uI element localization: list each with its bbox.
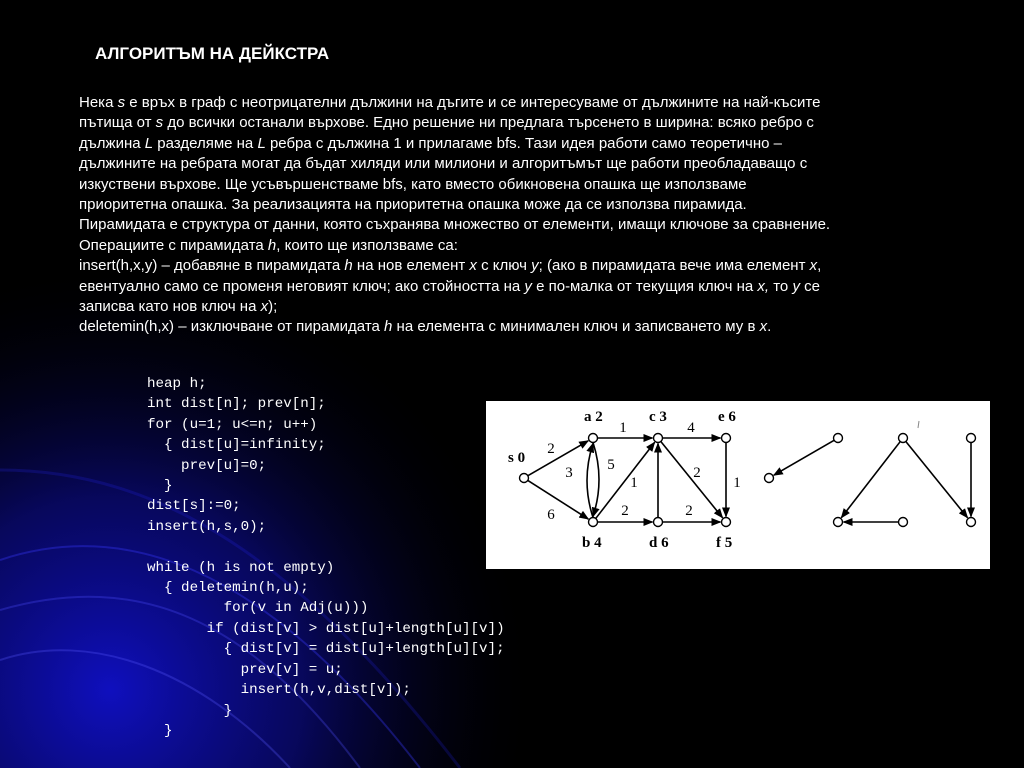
paragraph-line bbox=[79, 317, 949, 337]
code-line: insert(h,s,0); bbox=[147, 518, 267, 535]
tree-node bbox=[967, 518, 976, 527]
text-segment: с ключ bbox=[476, 257, 532, 275]
node-label: a 2 bbox=[584, 409, 603, 425]
graph-node bbox=[520, 474, 529, 483]
graph-node bbox=[654, 434, 663, 443]
graph-node bbox=[589, 434, 598, 443]
code-line: { deletemin(h,u); bbox=[147, 580, 309, 597]
italic-variable: h bbox=[267, 236, 277, 254]
text-segment: deletemin(h,x) – изключване от пирамидата bbox=[79, 318, 385, 336]
italic-variable: s bbox=[155, 114, 164, 132]
graph-edge bbox=[587, 444, 593, 518]
paragraph-line bbox=[79, 277, 949, 297]
text-segment: , които ще използваме са: bbox=[276, 236, 458, 254]
edge-weight-label: 2 bbox=[693, 465, 701, 481]
code-line: if (dist[v] > dist[u]+length[u][v]) bbox=[147, 620, 505, 637]
node-label: s 0 bbox=[508, 450, 526, 466]
tree-edge bbox=[774, 440, 834, 475]
italic-variable: x bbox=[809, 257, 818, 275]
edge-weight-label: 4 bbox=[687, 420, 695, 436]
text-segment: ; (ако в пирамидата вече има елемент bbox=[538, 257, 810, 275]
slide-title: АЛГОРИТЪМ НА ДЕЙКСТРА bbox=[95, 44, 330, 63]
tree-edge bbox=[841, 442, 900, 518]
code-line: prev[u]=0; bbox=[147, 457, 267, 474]
text-segment: пътища от bbox=[79, 114, 156, 132]
node-label: f 5 bbox=[716, 535, 733, 551]
edge-weight-label: 2 bbox=[621, 503, 629, 519]
code-line: { dist[u]=infinity; bbox=[147, 437, 326, 454]
tree-node bbox=[967, 434, 976, 443]
text-segment: на нов елемент bbox=[352, 257, 470, 275]
code-line bbox=[147, 537, 505, 557]
tree-node bbox=[899, 434, 908, 443]
edge-weight-label: 1 bbox=[733, 475, 741, 491]
text-segment: разделяме на bbox=[153, 134, 258, 152]
graph-node bbox=[654, 518, 663, 527]
text-segment: Операциите с пирамидата bbox=[79, 236, 268, 254]
text-segment: е връх в граф с неотрицателни дължини на дъгите и се интересуваме от дължините на най-късите bbox=[125, 94, 821, 111]
text-segment: , bbox=[817, 257, 822, 275]
graph-diagram bbox=[486, 401, 990, 569]
edge-weight-label: 5 bbox=[607, 457, 615, 473]
edge-weight-label: 3 bbox=[565, 465, 573, 481]
text-segment: insert(h,x,y) – добавяне в пирамидата bbox=[79, 257, 345, 275]
italic-variable: x bbox=[469, 257, 477, 275]
paragraph-line bbox=[79, 154, 949, 174]
text-segment: дължина bbox=[79, 134, 145, 152]
tree-node bbox=[834, 434, 843, 443]
italic-variable: x bbox=[759, 318, 768, 336]
stray-mark bbox=[918, 421, 919, 428]
code-line: } bbox=[147, 702, 233, 719]
italic-variable: L bbox=[257, 134, 266, 152]
code-line: dist[s]:=0; bbox=[147, 498, 241, 515]
code-line: prev[v] = u; bbox=[147, 661, 343, 678]
italic-variable: h bbox=[384, 318, 393, 336]
text-segment: ребра с дължина 1 и прилагаме bfs. Тази идея работи само теоретично – bbox=[265, 134, 782, 152]
text-segment: евентуално само се променя неговият ключ; ако стойността на bbox=[79, 277, 525, 295]
graph-edge bbox=[528, 480, 589, 519]
italic-variable: L bbox=[144, 134, 154, 152]
node-label: e 6 bbox=[718, 409, 736, 425]
text-segment: ); bbox=[268, 298, 278, 316]
paragraph-line bbox=[79, 215, 949, 235]
text-segment: дължините на ребрата могат да бъдат хиляди или милиони и алгоритъмът ще работи преобладаващо с bbox=[79, 155, 808, 173]
graph-edge bbox=[528, 441, 588, 476]
italic-variable: y bbox=[792, 277, 800, 295]
text-segment: приоритетна опашка. За реализацията на приоритетна опашка може да се използва пирамида. bbox=[79, 196, 747, 214]
paragraph-line bbox=[79, 93, 949, 113]
text-segment: записва като нов ключ на bbox=[79, 298, 261, 316]
pseudocode-block bbox=[147, 374, 505, 741]
paragraph-line bbox=[79, 195, 949, 215]
code-line: for(v in Adj(u))) bbox=[147, 600, 369, 617]
code-line: for (u=1; u<=n; u++) bbox=[147, 416, 318, 433]
text-segment: се bbox=[799, 277, 820, 295]
italic-variable: y bbox=[524, 277, 532, 295]
text-segment: то bbox=[769, 277, 793, 295]
text-segment: Нека bbox=[79, 94, 118, 111]
paragraph-line bbox=[79, 256, 949, 276]
code-line: } bbox=[147, 478, 173, 495]
node-label: b 4 bbox=[582, 535, 602, 551]
paragraph-line bbox=[79, 134, 949, 154]
graph-edge bbox=[593, 443, 599, 517]
description-paragraph bbox=[79, 93, 949, 338]
code-line: { dist[v] = dist[u]+length[u][v]; bbox=[147, 641, 505, 658]
edge-weight-label: 1 bbox=[630, 475, 638, 491]
code-line: while (h is not empty) bbox=[147, 559, 335, 576]
italic-variable: x, bbox=[757, 277, 770, 295]
italic-variable: h bbox=[344, 257, 353, 275]
tree-node bbox=[765, 474, 774, 483]
tree-node bbox=[834, 518, 843, 527]
paragraph-line bbox=[79, 113, 949, 133]
paragraph-line bbox=[79, 175, 949, 195]
text-segment: до всички останали върхове. Едно решение ни предлага търсенето в ширина: всяко ребро с bbox=[163, 114, 814, 132]
code-line: heap h; bbox=[147, 376, 207, 392]
code-line: int dist[n]; prev[n]; bbox=[147, 396, 326, 413]
node-label: c 3 bbox=[649, 409, 667, 425]
text-segment: изкуствени върхове. Ще усъвършенстваме bfs, като вместо обикновена опашка ще използваме bbox=[79, 175, 747, 193]
tree-node bbox=[899, 518, 908, 527]
text-segment: на елемента с минимален ключ и записването му в bbox=[392, 318, 760, 336]
node-label: d 6 bbox=[649, 535, 669, 551]
edge-weight-label: 6 bbox=[547, 507, 555, 523]
paragraph-line bbox=[79, 297, 949, 317]
code-line: insert(h,v,dist[v]); bbox=[147, 682, 411, 699]
graph-node bbox=[722, 434, 731, 443]
paragraph-line bbox=[79, 236, 949, 256]
text-segment: е по-малка от текущия ключ на bbox=[531, 277, 758, 295]
graph-node bbox=[722, 518, 731, 527]
tree-edge bbox=[906, 441, 968, 517]
italic-variable: y bbox=[531, 257, 539, 275]
text-segment: Пирамидата е структура от данни, която съхранява множество от елементи, имащи ключове за сравнение. bbox=[79, 216, 831, 234]
italic-variable: x bbox=[260, 298, 269, 316]
edge-weight-label: 2 bbox=[547, 441, 555, 457]
edge-weight-label: 2 bbox=[685, 503, 693, 519]
edge-weight-label: 1 bbox=[619, 420, 627, 436]
italic-variable: s bbox=[117, 94, 126, 111]
text-segment: . bbox=[767, 318, 772, 336]
graph-node bbox=[589, 518, 598, 527]
code-line: } bbox=[147, 722, 173, 739]
